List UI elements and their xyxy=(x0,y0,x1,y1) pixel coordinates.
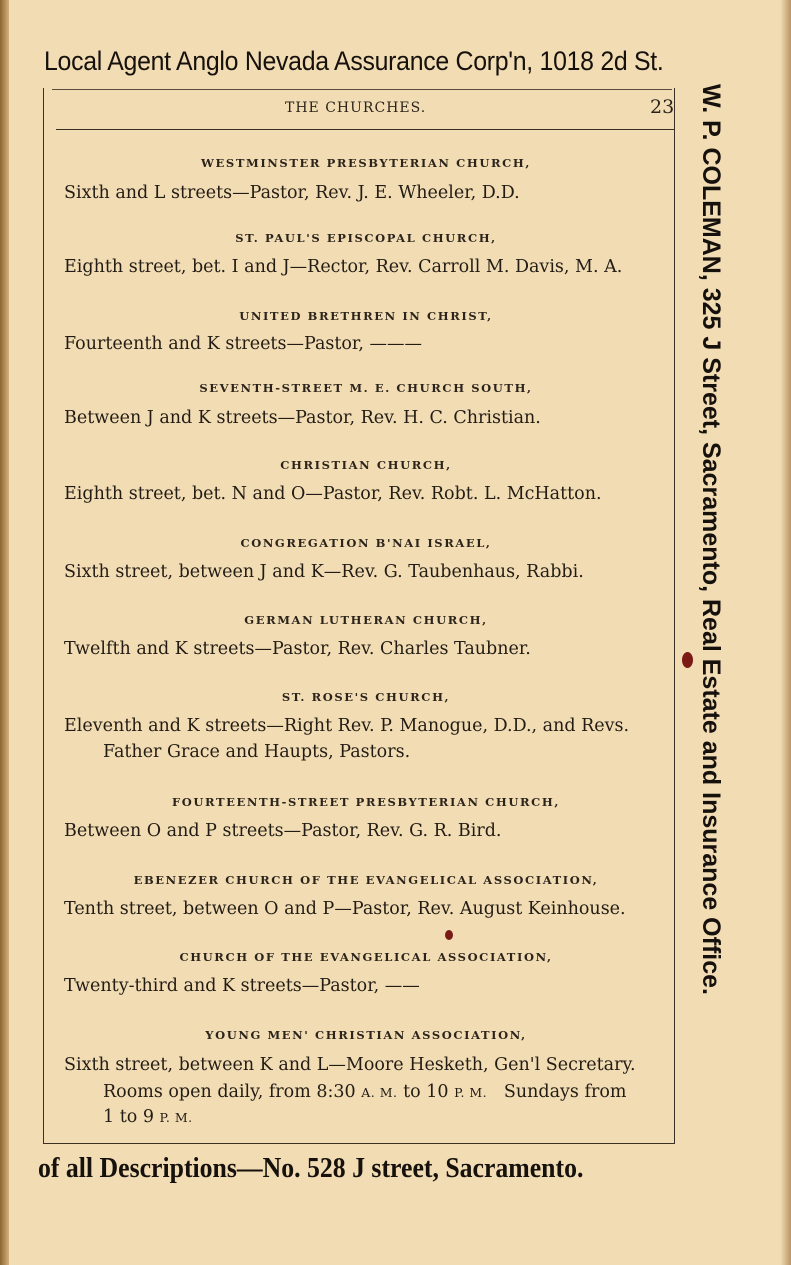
church-entry-line: Father Grace and Haupts, Pastors. xyxy=(103,742,411,762)
page-edge-left xyxy=(0,0,9,1265)
ymca-hours-pm: P. M. xyxy=(159,1110,193,1125)
church-entry-line: Sixth street, between K and L—Moore Hesketh, Gen'l Secretary. xyxy=(64,1055,636,1075)
church-heading-christian: CHRISTIAN CHURCH, xyxy=(280,458,452,472)
church-entry-line: Eighth street, bet. I and J—Rector, Rev. Carroll M. Davis, M. A. xyxy=(64,257,623,277)
ymca-hours-text: Rooms open daily, from 8:30 xyxy=(103,1082,356,1102)
church-heading-ebenezer: EBENEZER CHURCH OF THE EVANGELICAL ASSOCIATION, xyxy=(133,873,599,887)
running-head: THE CHURCHES. xyxy=(285,100,427,116)
header-rule xyxy=(56,129,675,130)
church-entry-line: Tenth street, between O and P—Pastor, Rev. August Keinhouse. xyxy=(64,899,626,919)
church-heading-evangelical: CHURCH OF THE EVANGELICAL ASSOCIATION, xyxy=(179,950,553,964)
ink-spot xyxy=(682,652,693,668)
church-heading-united-brethren: UNITED BRETHREN IN CHRIST, xyxy=(239,309,493,323)
church-entry-line: Twenty-third and K streets—Pastor, —— xyxy=(64,976,420,996)
church-heading-seventh-street: SEVENTH-STREET M. E. CHURCH SOUTH, xyxy=(199,381,533,395)
church-entry-line: Between O and P streets—Pastor, Rev. G. R. Bird. xyxy=(64,821,502,841)
ymca-hours-text: to 10 xyxy=(403,1082,449,1102)
church-heading-st-rose: ST. ROSE'S CHURCH, xyxy=(281,690,451,704)
church-entry-line: Sixth and L streets—Pastor, Rev. J. E. Wheeler, D.D. xyxy=(64,183,520,203)
church-entry-line: Eighth street, bet. N and O—Pastor, Rev. Robt. L. McHatton. xyxy=(64,484,602,504)
church-heading-st-pauls: ST. PAUL'S EPISCOPAL CHURCH, xyxy=(235,231,497,245)
ymca-hours-text: Sundays from xyxy=(503,1082,627,1102)
church-heading-ymca: YOUNG MEN' CHRISTIAN ASSOCIATION, xyxy=(205,1028,527,1042)
ymca-hours-line xyxy=(103,1107,713,1127)
church-heading-westminster: WESTMINSTER PRESBYTERIAN CHURCH, xyxy=(201,156,531,170)
page-number: 23 xyxy=(650,96,675,118)
ymca-hours-pm: P. M. xyxy=(454,1085,488,1100)
ymca-hours-line xyxy=(103,1082,713,1102)
church-entry-line: Sixth street, between J and K—Rev. G. Taubenhaus, Rabbi. xyxy=(64,562,584,582)
church-entry-line: Eleventh and K streets—Right Rev. P. Manogue, D.D., and Revs. xyxy=(64,716,630,736)
frame-top-rule xyxy=(52,89,672,90)
church-heading-bnai-israel: CONGREGATION B'NAI ISRAEL, xyxy=(240,536,492,550)
side-advertisement-banner: W. P. COLEMAN, 325 J Street, Sacramento, Real Estate and Insurance Office. xyxy=(697,84,725,995)
page-edge-right xyxy=(781,0,791,1265)
ymca-hours-text: 1 to 9 xyxy=(103,1107,154,1127)
church-entry-line: Between J and K streets—Pastor, Rev. H. C. Christian. xyxy=(64,408,541,428)
church-entry-line: Twelfth and K streets—Pastor, Rev. Charles Taubner. xyxy=(64,639,531,659)
church-heading-german-lutheran: GERMAN LUTHERAN CHURCH, xyxy=(244,613,488,627)
church-heading-fourteenth-street: FOURTEENTH-STREET PRESBYTERIAN CHURCH, xyxy=(172,795,560,809)
church-entry-line: Fourteenth and K streets—Pastor, ——— xyxy=(64,334,422,354)
bottom-advertisement-banner: of all Descriptions—No. 528 J street, Sacramento. xyxy=(38,1153,584,1184)
top-advertisement-banner: Local Agent Anglo Nevada Assurance Corp'n, 1018 2d St. xyxy=(44,46,664,76)
ymca-hours-am: A. M. xyxy=(361,1085,398,1100)
ink-spot xyxy=(445,930,453,940)
